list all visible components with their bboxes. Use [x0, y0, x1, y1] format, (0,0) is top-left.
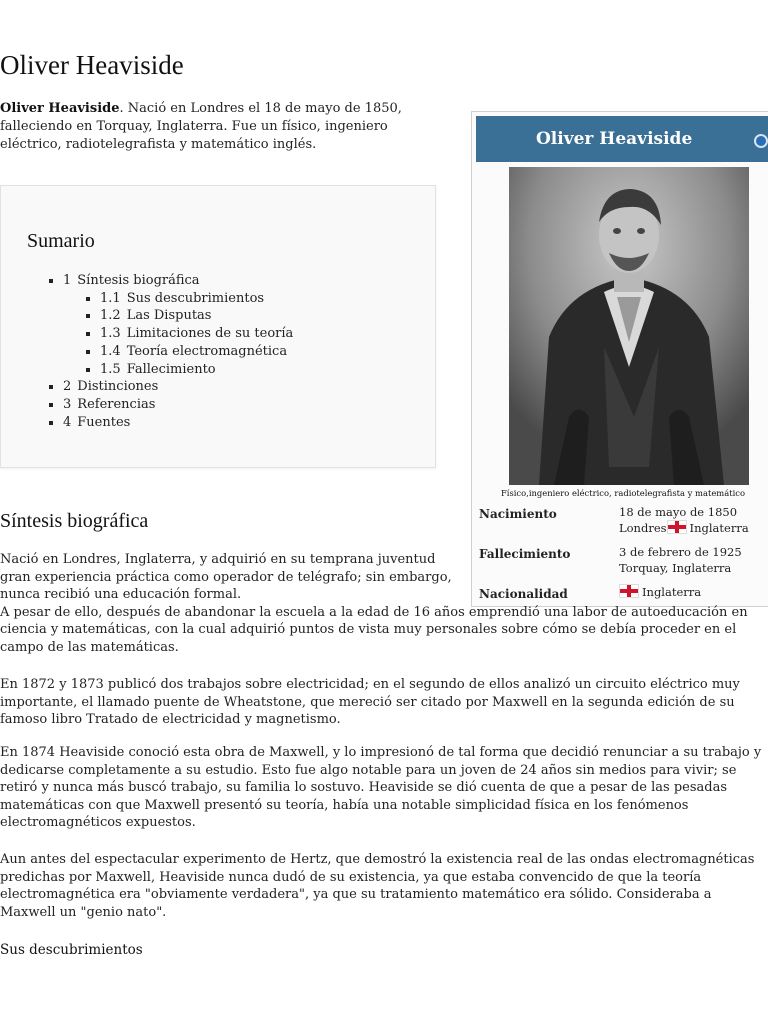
toc-label: Referencias: [77, 396, 156, 412]
toc-label: Sus descubrimientos: [126, 290, 265, 306]
toc-label: Distinciones: [77, 379, 159, 395]
toc-item[interactable]: [63, 414, 293, 432]
toc-label: Teoría electromagnética: [126, 343, 288, 359]
toc-number: 1.3: [100, 326, 121, 342]
toc-number: 3: [63, 396, 72, 412]
toc-list: [63, 272, 293, 431]
paragraph: En 1872 y 1873 publicó dos trabajos sobre electricidad; en el segundo de ellos analizó un circuito eléctrico muy importante, el llamado puente de Wheatstone, que mereció ser citado por Maxwell en la segunda edición de su famoso libro Tratado de electricidad y magnetismo.: [0, 677, 740, 728]
death-place: Torquay, Inglaterra: [619, 561, 732, 575]
toc-label: Fuentes: [77, 414, 131, 430]
toc-title: Sumario: [27, 230, 95, 252]
toc-number: 4: [63, 414, 72, 430]
intro-text: . Nació en Londres el 18 de mayo de 1850, falleciendo en Torquay, Inglaterra. Fue un físico, ingeniero eléctrico, radiotelegrafista y matemático inglés.: [0, 101, 402, 152]
toc-number: 1: [63, 273, 72, 288]
england-flag-icon: [667, 520, 687, 534]
intro-name: Oliver Heaviside: [0, 101, 120, 116]
toc-sublist: [63, 290, 293, 379]
nationality-value[interactable]: Inglaterra: [642, 585, 702, 599]
infobox-label: Nacimiento: [479, 507, 557, 521]
table-of-contents: [0, 185, 436, 468]
toc-item[interactable]: [100, 325, 293, 343]
section-title-biografia: Síntesis biográfica: [0, 510, 149, 532]
paragraph-text: A pesar de ello, después de abandonar la escuela a la edad de 16 años emprendió una labor de autoeducación en ciencia y matemáticas, con la cual adquirió puntos de vista muy personales sobre cómo se debía proceder en el campo de las matemáticas.: [0, 604, 748, 655]
infobox-label: Nacionalidad: [479, 587, 568, 601]
paragraph-text: Nació en Londres, Inglaterra, y adquirió en su temprana juventud gran experiencia práctica como operador de telégrafo; sin embargo, nunca recibió una educación formal.: [0, 552, 452, 603]
birth-country[interactable]: Inglaterra: [689, 521, 749, 535]
toc-label: Síntesis biográfica: [77, 273, 200, 288]
toc-item[interactable]: [100, 290, 293, 308]
toc-item[interactable]: [100, 307, 293, 325]
infobox: [471, 111, 768, 607]
toc-number: 1.2: [100, 308, 121, 324]
infobox-row-birth: [479, 504, 768, 536]
toc-item[interactable]: [100, 361, 293, 379]
paragraph: En 1874 Heaviside conoció esta obra de Maxwell, y lo impresionó de tal forma que decidió renunciar a su trabajo y dedicarse completamente a su estudio. Esto fue algo notable para un joven de 24 años sin medios para vivir; se retiró y nunca más buscó trabajo, su familia lo sostuvo. Heaviside se dió cuenta de que a pesar de las pesadas matemáticas con que Maxwell presentó su teoría, había una notable simplicidad física en los fenómenos electromagnéticos expuestos.: [0, 745, 762, 831]
infobox-header: [476, 116, 768, 162]
paragraph: [0, 551, 768, 657]
portrait-caption: Físico,ingeniero eléctrico, radiotelegrafista y matemático: [500, 488, 746, 498]
toc-item[interactable]: [100, 343, 293, 361]
death-date: 3 de febrero de 1925: [619, 545, 742, 559]
toc-label: Limitaciones de su teoría: [126, 326, 294, 342]
globe-icon: [754, 134, 768, 148]
toc-label: Las Disputas: [126, 308, 212, 324]
birth-place: [619, 520, 749, 536]
infobox-title: Oliver Heaviside: [536, 129, 693, 149]
portrait-image[interactable]: [509, 167, 749, 485]
portrait-illustration: [509, 167, 749, 485]
toc-item[interactable]: [63, 272, 293, 378]
toc-item[interactable]: [63, 378, 293, 396]
toc-number: 1.4: [100, 343, 121, 359]
infobox-value: [619, 504, 749, 536]
page-title: Oliver Heaviside: [0, 50, 184, 80]
paragraph: Aun antes del espectacular experimento de Hertz, que demostró la existencia real de las ondas electromagnéticas predichas por Maxwell, Heaviside nunca dudó de su existencia, ya que estaba convencido de que la teoría electromagnética era "obviamente verdadera", ya que su tratamiento matemático era sólido. Consideraba a Maxwell un "genio nato".: [0, 852, 755, 920]
subsection-title-descubrimientos: Sus descubrimientos: [0, 942, 143, 958]
toc-item[interactable]: [63, 396, 293, 414]
infobox-label: Fallecimiento: [479, 547, 571, 561]
birth-city[interactable]: Londres: [619, 521, 667, 535]
intro-paragraph: [0, 100, 440, 154]
toc-number: 2: [63, 379, 72, 395]
toc-number: 1.1: [100, 290, 121, 306]
toc-number: 1.5: [100, 361, 121, 377]
birth-date: 18 de mayo de 1850: [619, 505, 738, 519]
toc-label: Fallecimiento: [126, 361, 216, 377]
